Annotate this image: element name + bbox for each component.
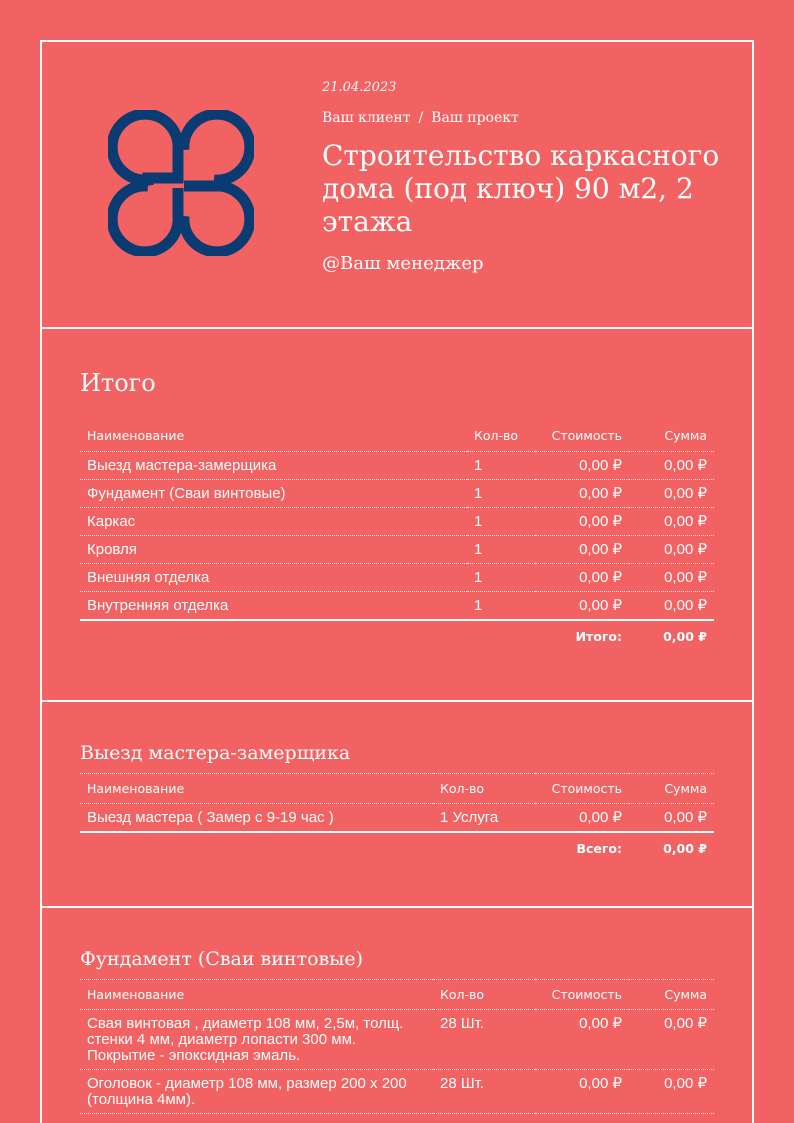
document-header [42, 42, 752, 329]
table-row [80, 591, 714, 620]
row-qty: 1 [467, 479, 535, 507]
col-name-header: Наименование [80, 980, 433, 1010]
total-label: Итого: [575, 628, 622, 644]
row-price: 0,00 ₽ [535, 451, 629, 479]
col-qty-header: Кол-во [433, 774, 535, 804]
document-frame [40, 40, 754, 1123]
zamer-section [42, 702, 752, 908]
row-sum: 0,00 ₽ [629, 479, 714, 507]
row-name: Оголовок - диаметр 108 мм, размер 200 x 200 (толщина 4мм). [80, 1070, 433, 1114]
row-qty: 1 [467, 563, 535, 591]
total-row [80, 620, 714, 650]
total-label: Всего: [576, 841, 622, 856]
row-price: 0,00 ₽ [535, 563, 629, 591]
row-name: Выезд мастера-замерщика [80, 451, 467, 479]
table-row [80, 507, 714, 535]
col-sum-header: Сумма [629, 980, 714, 1010]
row-qty: 1 Услуга [433, 804, 535, 833]
total-value: 0,00 ₽ [663, 628, 707, 644]
row-qty: 28 Шт. [433, 1070, 535, 1114]
row-name: Фундамент (Сваи винтовые) [80, 479, 467, 507]
row-qty: 1 [467, 451, 535, 479]
row-price: 0,00 ₽ [535, 591, 629, 620]
document-date: 21.04.2023 [322, 80, 397, 95]
table-row [80, 1070, 714, 1114]
row-price: 0,00 ₽ [535, 1070, 629, 1114]
row-sum: 0,00 ₽ [629, 451, 714, 479]
breadcrumb-separator: / [418, 110, 424, 126]
breadcrumb-client[interactable]: Ваш клиент [322, 110, 411, 126]
row-name: Каркас [80, 507, 467, 535]
row-qty: 28 Шт. [433, 1010, 535, 1070]
row-price: 0,00 ₽ [535, 507, 629, 535]
breadcrumb [322, 110, 722, 126]
col-price-header: Стоимость [535, 421, 629, 451]
zamer-heading: Выезд мастера-замерщика [80, 742, 351, 764]
row-qty: 1 [467, 507, 535, 535]
row-name: Внутренняя отделка [80, 591, 467, 620]
row-sum: 0,00 ₽ [629, 507, 714, 535]
table-row [80, 804, 714, 833]
col-qty-header: Кол-во [467, 421, 535, 451]
table-row [80, 479, 714, 507]
row-price: 0,00 ₽ [535, 479, 629, 507]
row-sum: 0,00 ₽ [629, 804, 714, 833]
row-sum: 0,00 ₽ [629, 1010, 714, 1070]
fundament-section [42, 908, 752, 1114]
total-value: 0,00 ₽ [663, 841, 707, 856]
summary-table [80, 421, 714, 650]
page-title: Строительство каркасного дома (под ключ) 90 м2, 2 этажа [322, 139, 720, 238]
row-sum: 0,00 ₽ [629, 535, 714, 563]
row-qty: 1 [467, 591, 535, 620]
breadcrumb-project[interactable]: Ваш проект [431, 110, 519, 126]
summary-section [42, 329, 752, 702]
table-row [80, 451, 714, 479]
row-name: Внешняя отделка [80, 563, 467, 591]
row-sum: 0,00 ₽ [629, 1070, 714, 1114]
table-row [80, 535, 714, 563]
fundament-table [80, 979, 714, 1114]
company-logo-icon [108, 110, 254, 256]
row-name: Кровля [80, 535, 467, 563]
row-price: 0,00 ₽ [535, 535, 629, 563]
row-sum: 0,00 ₽ [629, 563, 714, 591]
row-price: 0,00 ₽ [535, 804, 629, 833]
col-price-header: Стоимость [535, 774, 629, 804]
row-qty: 1 [467, 535, 535, 563]
row-sum: 0,00 ₽ [629, 591, 714, 620]
col-name-header: Наименование [80, 421, 467, 451]
col-qty-header: Кол-во [433, 980, 535, 1010]
zamer-table [80, 773, 714, 862]
table-row [80, 563, 714, 591]
col-name-header: Наименование [80, 774, 433, 804]
col-sum-header: Сумма [629, 421, 714, 451]
total-row [80, 832, 714, 862]
col-sum-header: Сумма [629, 774, 714, 804]
row-name: Выезд мастера ( Замер с 9-19 час ) [80, 804, 433, 833]
col-price-header: Стоимость [535, 980, 629, 1010]
row-price: 0,00 ₽ [535, 1010, 629, 1070]
row-name: Свая винтовая , диаметр 108 мм, 2,5м, толщ. стенки 4 мм, диаметр лопасти 300 мм. Покрытие - эпоксидная эмаль. [80, 1010, 433, 1070]
summary-heading: Итого [80, 369, 156, 397]
fundament-heading: Фундамент (Сваи винтовые) [80, 948, 364, 970]
table-row [80, 1010, 714, 1070]
manager-name: @Ваш менеджер [322, 253, 484, 274]
